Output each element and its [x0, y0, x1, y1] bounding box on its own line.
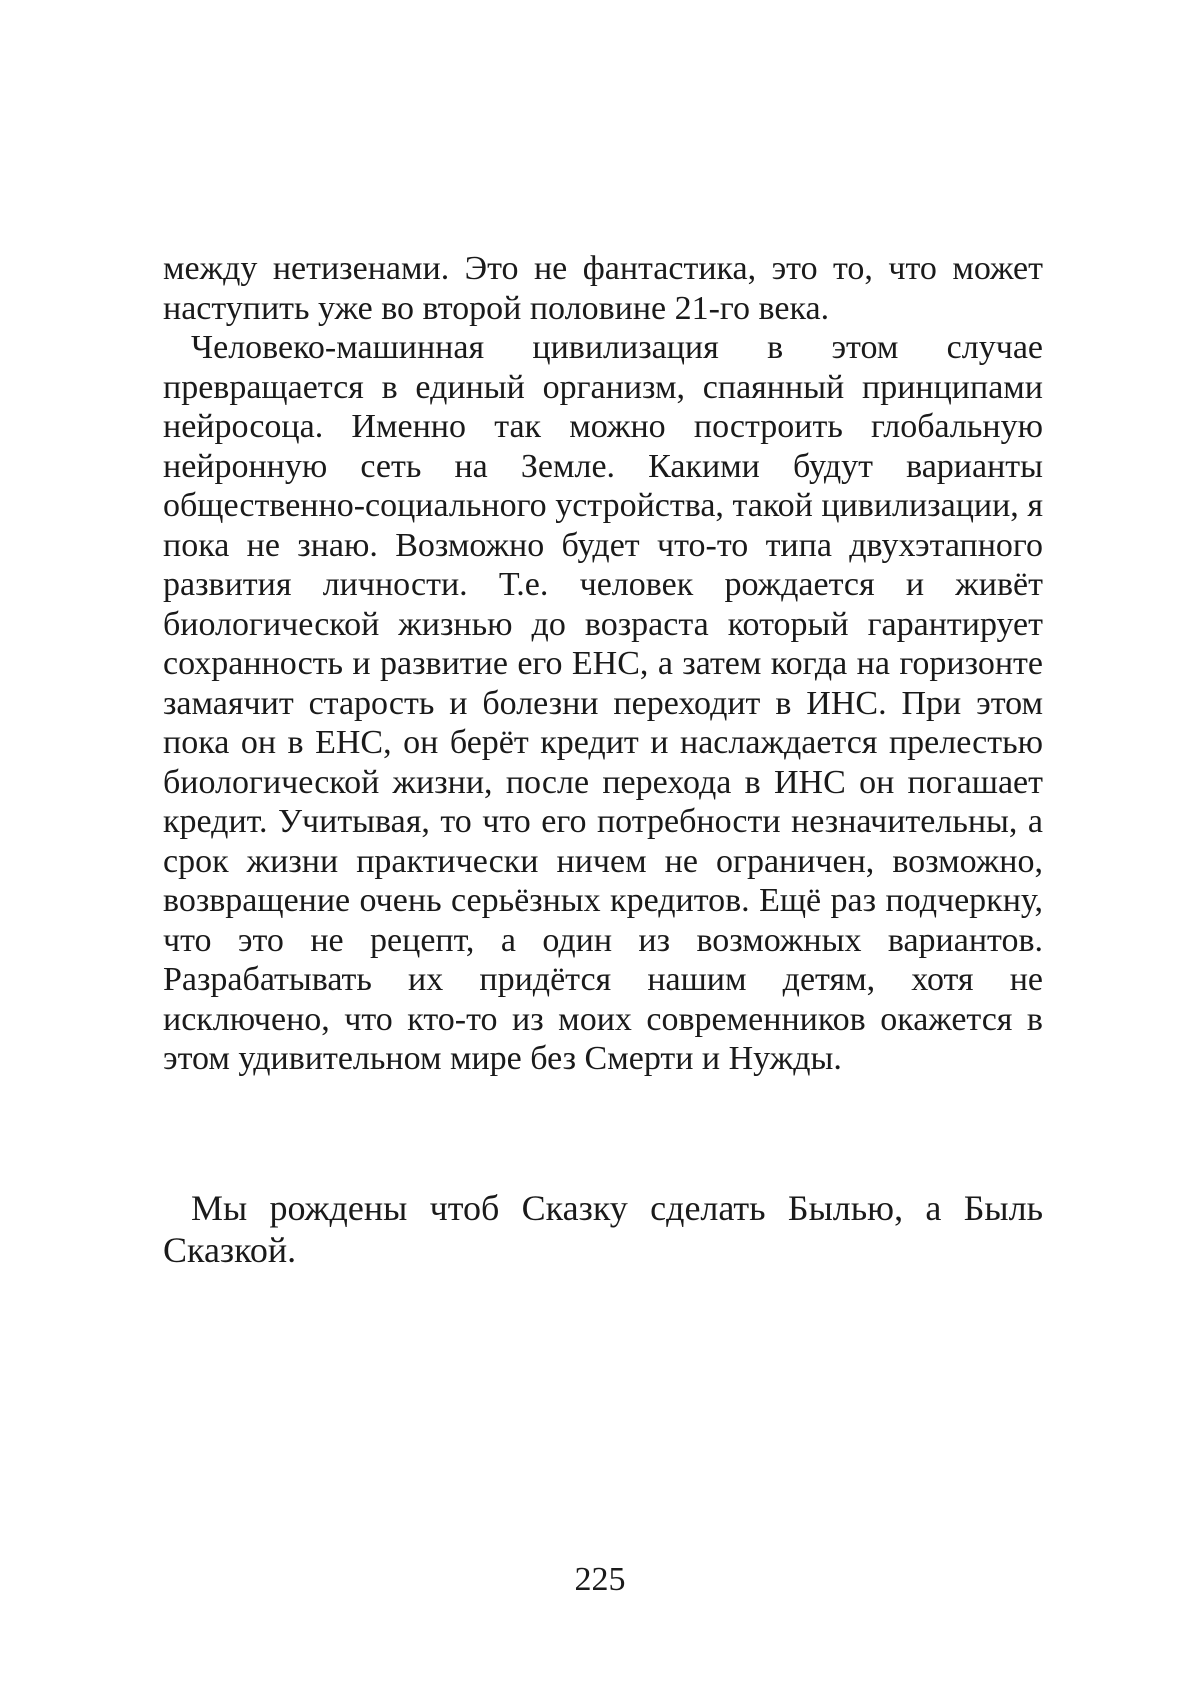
paragraph-continuation: между нетизенами. Это не фантастика, это то, что может наступить уже во второй половине 21-го века.	[163, 250, 1043, 327]
closing-quote: Мы рождены чтоб Сказку сделать Былью, а Быль Сказкой.	[163, 1188, 1043, 1270]
paragraph-main: Человеко-машинная цивилизация в этом случае превращается в единый организм, спаянный принципами нейросоца. Именно так можно построить глобальную нейронную сеть на Земле. Какими будут варианты общественно-социального устройства, такой цивилизации, я пока не знаю. Возможно будет что-то типа двухэтапного развития личности. Т.е. человек рождается и живёт биологической жизнью до возраста который гарантирует сохранность и развитие его ЕНС, а затем когда на горизонте замаячит старость и болезни переходит в ИНС. При этом пока он в ЕНС, он берёт кредит и наслаждается прелестью биологической жизни, после перехода в ИНС он погашает кредит. Учитывая, то что его потребности незначительны, а срок жизни практически ничем не ограничен, возможно, возвращение очень серьёзных кредитов. Ещё раз подчеркну, что это не рецепт, а один из возможных вариантов. Разрабатывать их придётся нашим детям, хотя не исключено, что кто-то из моих современников окажется в этом удивительном мире без Смерти и Нужды.	[163, 329, 1043, 1077]
page-number: 225	[574, 1561, 626, 1598]
